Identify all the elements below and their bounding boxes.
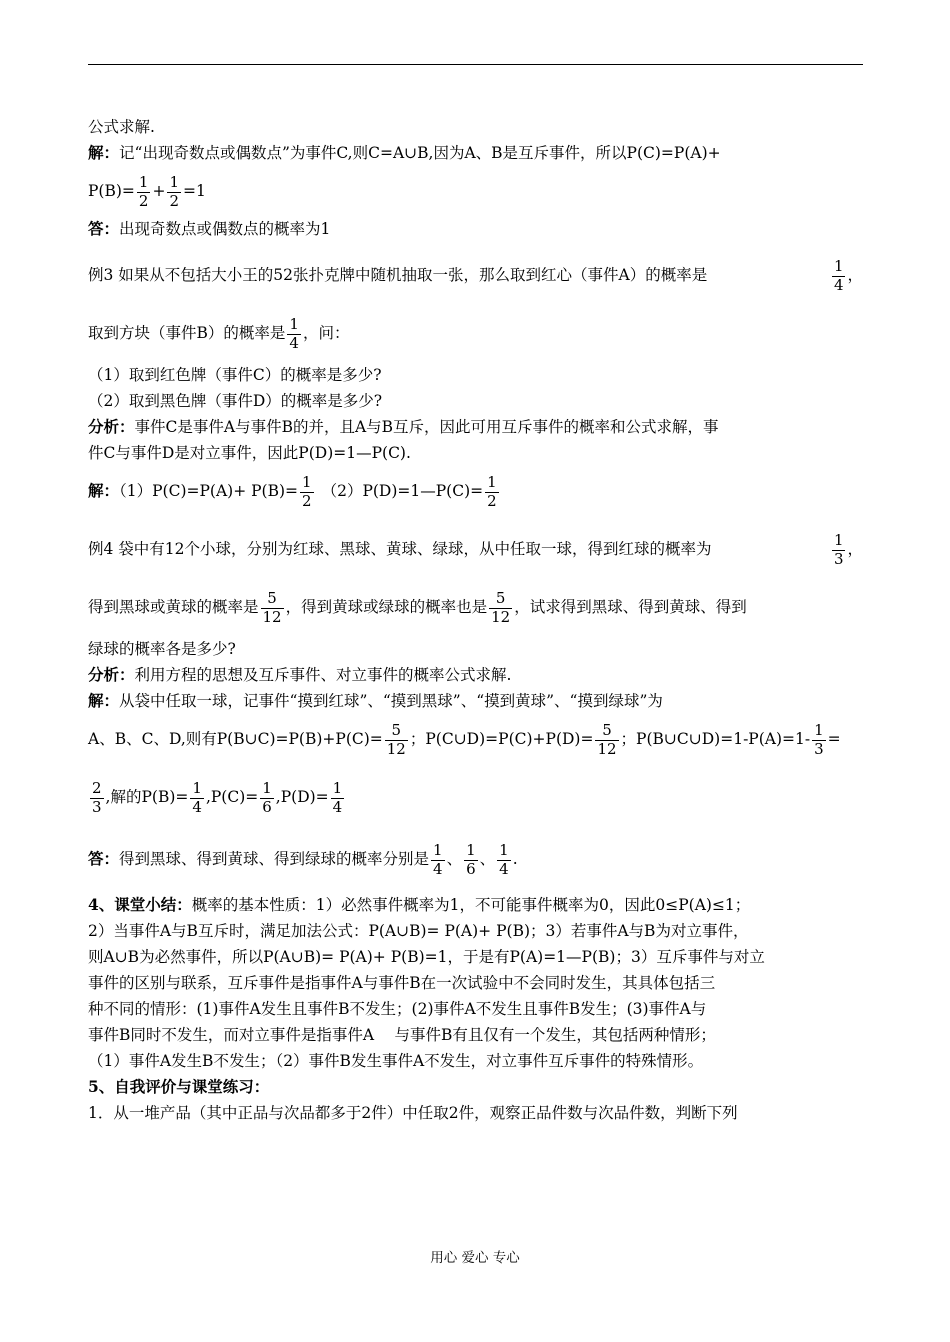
exercise-line: 1．从一堆产品（其中正品与次品都多于2件）中任取2件，观察正品件数与次品件数，判断下列 (88, 1104, 738, 1122)
text-line: 件C与事件D是对立事件，因此P(D)=1—P(C). (88, 444, 411, 462)
summary-line: 则A∪B为必然事件，所以P(A∪B)= P(A)+ P(B)=1，于是有P(A)=1—P(B)；3）互斥事件与对立 (88, 948, 765, 966)
fraction: $\frac{5}{12}$ (386, 720, 406, 758)
text-line: 得到黑球或黄球的概率是 $\frac{5}{12}$ ，得到黄球或绿球的概率也是 $\frac{5}{12}$ ，试求得到黑球、得到黄球、得到 (88, 588, 747, 626)
fraction: $\frac{1}{4}$ (833, 256, 844, 294)
fraction: $\frac{1}{3}$ (814, 720, 824, 758)
section-heading: 5、自我评价与课堂练习： (88, 1077, 270, 1096)
fraction: $\frac{1}{3}$ (833, 530, 844, 568)
question-1: （1）取到红色牌（事件C）的概率是多少? (88, 366, 382, 384)
text: 出现奇数点或偶数点的概率为1 (119, 220, 331, 238)
text-line (88, 308, 863, 358)
text: P(B)= (88, 182, 135, 200)
fraction: $\frac{1}{2}$ (487, 472, 497, 510)
fraction: $\frac{5}{12}$ (491, 588, 511, 626)
summary-line: 2）当事件A与B互斥时，满足加法公式：P(A∪B)= P(A)+ P(B)；3）若事件A与B为对立事件， (88, 922, 749, 940)
section-heading: 4、课堂小结： (88, 895, 192, 914)
solution-line: 解：（1）P(C)=P(A)+ P(B)= $\frac{1}{2}$ （2）P(D)=1—P(C)= $\frac{1}{2}$ (88, 472, 497, 510)
equation-line (88, 166, 863, 216)
solution-line: 解：从袋中任取一球，记事件“摸到红球”、“摸到黑球”、“摸到黄球”、“摸到绿球”为 (88, 691, 663, 710)
solution-label: 解： (88, 481, 120, 500)
summary-line: 事件B同时不发生，而对立事件是指事件A 与事件B有且仅有一个发生，其包括两种情形； (88, 1026, 716, 1044)
analysis-line: 分析：事件C是事件A与事件B的并，且A与B互斥，因此可用互斥事件的概率和公式求解，事 (88, 417, 719, 436)
fraction: $\frac{1}{4}$ (433, 840, 443, 878)
equation-line: $\frac{2}{3}$ ,解的P(B)= $\frac{1}{4}$ ,P(C)= $\frac{1}{6}$ ,P(D)= $\frac{1}{4}$ (92, 778, 343, 816)
header-rule (88, 64, 863, 65)
text: 例3 如果从不包括大小王的52张扑克牌中随机抽取一张，那么取到红心（事件A）的概率是 (88, 266, 708, 284)
equation-line: A、B、C、D,则有P(B∪C)=P(B)+P(C)= $\frac{5}{12}$ ；P(C∪D)=P(C)+P(D)= $\frac{5}{12}$ ；P(B∪C∪D)=1-P(A)=1- $\frac{1}{3}$ = (88, 720, 841, 758)
text: 记“出现奇数点或偶数点”为事件C,则C=A∪B,因为A、B是互斥事件，所以P(C)=P(A)+ (119, 144, 721, 162)
text: + (152, 182, 166, 200)
fraction: $\frac{1}{2}$ (138, 172, 149, 210)
answer-line: 答：得到黑球、得到黄球、得到绿球的概率分别是 $\frac{1}{4}$ 、 $\frac{1}{6}$ 、 $\frac{1}{4}$ . (88, 840, 518, 878)
text: 取到方块（事件B）的概率是 (88, 324, 286, 342)
question-2: （2）取到黑色牌（事件D）的概率是多少? (88, 392, 383, 410)
fraction: $\frac{5}{12}$ (597, 720, 617, 758)
summary-line: （1）事件A发生B不发生；（2）事件B发生事件A不发生，对立事件互斥事件的特殊情形。 (88, 1052, 704, 1070)
fraction: $\frac{1}{4}$ (332, 778, 343, 816)
fraction: $\frac{1}{6}$ (466, 840, 476, 878)
fraction: $\frac{1}{4}$ (499, 840, 509, 878)
text: 公式求解. (88, 118, 155, 136)
text: ，问： (302, 324, 350, 342)
answer-label: 答： (88, 219, 120, 238)
fraction: $\frac{1}{4}$ (192, 778, 202, 816)
answer-line (88, 216, 863, 242)
analysis-line: 分析：利用方程的思想及互斥事件、对立事件的概率公式求解. (88, 665, 512, 684)
summary-line: 事件的区别与联系，互斥事件是指事件A与事件B在一次试验中不会同时发生，其具体包括三 (88, 974, 716, 992)
fraction: $\frac{5}{12}$ (262, 588, 282, 626)
text: =1 (183, 182, 206, 200)
summary-line: 4、课堂小结：概率的基本性质：1）必然事件概率为1，不可能事件概率为0，因此0≤P(A)≤1； (88, 895, 751, 914)
analysis-label: 分析： (88, 665, 135, 684)
fraction: $\frac{2}{3}$ (92, 778, 102, 816)
text-line: 绿球的概率各是多少? (88, 640, 236, 658)
solution-label: 解： (88, 143, 120, 162)
solution-label: 解： (88, 691, 120, 710)
analysis-label: 分析： (88, 417, 135, 436)
text-line (88, 114, 863, 140)
fraction: $\frac{1}{6}$ (262, 778, 272, 816)
summary-line: 种不同的情形：(1)事件A发生且事件B不发生；(2)事件A不发生且事件B发生；(3)事件A与 (88, 1000, 707, 1018)
answer-label: 答： (88, 849, 120, 868)
solution-line (88, 140, 863, 166)
example-4-line: 例4 袋中有12个小球，分别为红球、黑球、黄球、绿球，从中任取一球，得到红球的概率为 $\frac{1}{3}$ ， (88, 530, 863, 568)
fraction: $\frac{1}{2}$ (169, 172, 179, 210)
example-3-line: 例3 如果从不包括大小王的52张扑克牌中随机抽取一张，那么取到红心（事件A）的概率是 $\frac{1}{4}$ ， (88, 250, 863, 300)
page-footer: 用心 爱心 专心 (430, 1250, 520, 1266)
fraction: $\frac{1}{4}$ (289, 314, 299, 352)
document-body (88, 114, 863, 1126)
fraction: $\frac{1}{2}$ (302, 472, 312, 510)
